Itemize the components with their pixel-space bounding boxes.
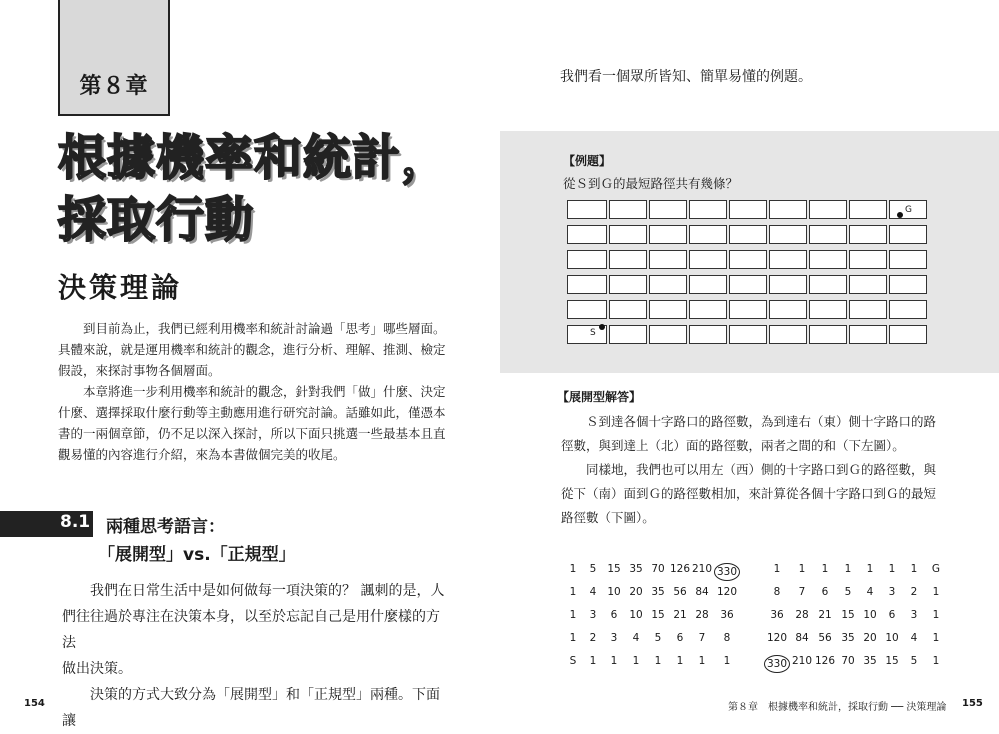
body-line: 做出決策。	[62, 661, 132, 677]
table-cell: 1	[569, 632, 577, 644]
grid-block	[649, 225, 687, 244]
solution-line: Ｓ到達各個十字路口的路徑數，為到達右（東）側十字路口的路	[561, 414, 937, 429]
path-count-table-left	[563, 563, 741, 678]
table-cell: 28	[695, 609, 709, 621]
intro-line: 本章將進一步利用機率和統計的觀念，針對我們「做」什麼、決定	[58, 384, 446, 399]
table-cell: 1	[589, 655, 597, 667]
table-cell: 35	[863, 655, 877, 667]
grid-block	[809, 200, 847, 219]
subtitle: 決策理論	[58, 271, 183, 304]
circled-answer: 330	[764, 655, 790, 673]
table-cell: 1	[932, 586, 940, 598]
grid-block	[889, 275, 927, 294]
table-row	[763, 563, 947, 586]
table-cell: 10	[607, 586, 621, 598]
grid-block	[567, 225, 607, 244]
table-cell: 70	[841, 655, 855, 667]
table-row	[763, 609, 947, 632]
grid-block	[849, 300, 887, 319]
table-cell: 8	[773, 586, 781, 598]
solution-text	[561, 410, 936, 530]
solution-line: 同樣地，我們也可以用左（西）側的十字路口到Ｇ的路徑數，與	[561, 462, 937, 477]
grid-block	[689, 300, 727, 319]
table-cell: 8	[723, 632, 731, 644]
table-cell: 10	[629, 609, 643, 621]
grid-block	[769, 200, 807, 219]
grid-block	[889, 225, 927, 244]
table-cell: 1	[821, 563, 829, 575]
grid-block	[889, 250, 927, 269]
grid-block	[567, 275, 607, 294]
table-cell: 1	[773, 563, 781, 575]
grid-block	[849, 250, 887, 269]
table-row	[563, 609, 741, 632]
table-cell: 3	[610, 632, 618, 644]
goal-dot	[897, 212, 903, 218]
solution-label: 【展開型解答】	[557, 390, 642, 404]
intro-line: 觀易懂的內容進行介紹，來為本書做個完美的收尾。	[58, 447, 346, 462]
grid-row	[567, 225, 929, 244]
grid-block	[729, 250, 767, 269]
table-cell: 1	[932, 609, 940, 621]
table-cell: 1	[723, 655, 731, 667]
grid-block	[689, 275, 727, 294]
page-number-left: 154	[24, 698, 45, 709]
grid-block	[889, 325, 927, 344]
grid-block	[649, 325, 687, 344]
table-cell: 3	[589, 609, 597, 621]
table-cell: 4	[632, 632, 640, 644]
grid-block	[609, 250, 647, 269]
example-label: 【例題】	[563, 154, 612, 168]
table-cell: 5	[589, 563, 597, 575]
body-line: 決策的方式大致分為「展開型」和「正規型」兩種。下面讓	[62, 687, 440, 729]
solution-line: 徑數，與到達上（北）面的路徑數，兩者之間的和（下左圖）。	[561, 438, 905, 453]
start-label: S	[590, 328, 596, 338]
grid-block	[729, 200, 767, 219]
grid-block	[609, 325, 647, 344]
grid-block	[809, 250, 847, 269]
grid-block	[729, 225, 767, 244]
body-line: 們往往過於專注在決策本身，以至於忘記自己是用什麼樣的方法	[62, 609, 440, 651]
chapter-title-line1: 根據機率和統計，	[58, 130, 451, 186]
right-intro: 我們看一個眾所皆知、簡單易懂的例題。	[560, 69, 812, 85]
table-row	[763, 632, 947, 655]
table-cell: 20	[863, 632, 877, 644]
table-cell: 36	[770, 609, 784, 621]
table-row	[563, 586, 741, 609]
table-cell: 35	[841, 632, 855, 644]
grid-block	[609, 300, 647, 319]
page-number-right: 155	[962, 698, 983, 709]
grid-block	[849, 225, 887, 244]
grid-block	[729, 325, 767, 344]
grid-block	[809, 325, 847, 344]
section-title-line1: 兩種思考語言：	[106, 517, 225, 537]
table-cell: 2	[910, 586, 918, 598]
grid-block	[609, 200, 647, 219]
chapter-tab	[58, 0, 170, 116]
table-cell: 126	[814, 655, 836, 667]
table-cell: 6	[888, 609, 896, 621]
table-cell: 10	[863, 609, 877, 621]
table-cell: 5	[910, 655, 918, 667]
table-cell: 6	[821, 586, 829, 598]
grid-block	[849, 325, 887, 344]
table-cell: 2	[589, 632, 597, 644]
intro-line: 假設，來探討事物各個層面。	[58, 363, 221, 378]
grid-block	[649, 200, 687, 219]
grid-block	[567, 250, 607, 269]
table-cell: 4	[866, 586, 874, 598]
table-row	[763, 655, 947, 678]
table-cell: 120	[766, 632, 788, 644]
intro-line: 書的一兩個章節，仍不足以深入探討，所以下面只挑選一些最基本且直	[58, 426, 446, 441]
grid-block	[689, 225, 727, 244]
grid-block	[769, 250, 807, 269]
table-cell: 56	[673, 586, 687, 598]
table-cell: 56	[818, 632, 832, 644]
table-cell: 1	[866, 563, 874, 575]
grid-block	[567, 300, 607, 319]
grid-block	[809, 300, 847, 319]
table-cell: 120	[716, 586, 738, 598]
table-cell: 4	[589, 586, 597, 598]
table-cell: 36	[720, 609, 734, 621]
table-cell: 1	[798, 563, 806, 575]
table-row	[563, 563, 741, 586]
grid-row	[567, 300, 929, 319]
table-cell: 15	[607, 563, 621, 575]
solution-line: 從下（南）面到Ｇ的路徑數相加，來計算從各個十字路口到Ｇ的最短	[561, 486, 937, 501]
table-cell: 84	[795, 632, 809, 644]
page-footer: 第８章 根據機率和統計，採取行動 ── 決策理論	[728, 702, 947, 713]
grid-block	[809, 275, 847, 294]
table-cell: 21	[818, 609, 832, 621]
grid-row	[567, 275, 929, 294]
grid-row	[567, 200, 929, 219]
grid-block	[729, 300, 767, 319]
table-cell: 7	[698, 632, 706, 644]
grid-block	[849, 275, 887, 294]
table-cell: 1	[569, 609, 577, 621]
grid-block	[649, 250, 687, 269]
section-title-line2: 「展開型」vs.「正規型」	[98, 545, 296, 565]
table-cell: 70	[651, 563, 665, 575]
table-cell: 5	[654, 632, 662, 644]
table-cell: 35	[629, 563, 643, 575]
table-row	[563, 655, 741, 678]
grid-block	[769, 275, 807, 294]
grid-block	[809, 225, 847, 244]
table-cell: 15	[841, 609, 855, 621]
grid-block	[769, 300, 807, 319]
grid-block	[729, 275, 767, 294]
grid-block	[649, 300, 687, 319]
table-cell: 15	[885, 655, 899, 667]
solution-line: 路徑數（下圖）。	[561, 510, 655, 525]
table-cell: 126	[669, 563, 691, 575]
table-cell: G	[931, 563, 941, 575]
grid-row	[567, 250, 929, 269]
table-cell: 6	[676, 632, 684, 644]
table-cell: 1	[610, 655, 618, 667]
table-row	[763, 586, 947, 609]
table-cell: 21	[673, 609, 687, 621]
example-question: 從Ｓ到Ｇ的最短路徑共有幾條？	[563, 176, 739, 191]
body-line: 我們在日常生活中是如何做每一項決策的？ 諷刺的是，人	[62, 583, 445, 599]
grid-block	[649, 275, 687, 294]
table-cell: S	[569, 655, 577, 667]
table-cell: 210	[791, 655, 813, 667]
table-cell: 15	[651, 609, 665, 621]
table-cell: 1	[844, 563, 852, 575]
table-cell: 1	[698, 655, 706, 667]
table-cell: 3	[888, 586, 896, 598]
grid-block	[609, 275, 647, 294]
table-cell: 1	[569, 563, 577, 575]
table-cell: 10	[885, 632, 899, 644]
grid-block	[769, 325, 807, 344]
table-cell: 4	[910, 632, 918, 644]
grid-row	[567, 325, 929, 344]
table-cell: 1	[676, 655, 684, 667]
circled-answer: 330	[714, 563, 740, 581]
table-cell: 1	[932, 632, 940, 644]
table-cell: 1	[910, 563, 918, 575]
intro-line: 什麼、選擇採取什麼行動等主動應用進行研究討論。話雖如此，僅憑本	[58, 405, 446, 420]
table-cell: 1	[632, 655, 640, 667]
table-cell	[763, 655, 791, 678]
body-text	[62, 578, 452, 734]
table-cell: 28	[795, 609, 809, 621]
table-row	[563, 632, 741, 655]
intro-line: 具體來說，就是運用機率和統計的觀念，進行分析、理解、推測、檢定	[58, 342, 446, 357]
table-cell: 7	[798, 586, 806, 598]
table-cell: 210	[691, 563, 713, 575]
grid-block	[609, 225, 647, 244]
grid-block	[689, 200, 727, 219]
table-cell: 6	[610, 609, 618, 621]
table-cell: 1	[569, 586, 577, 598]
table-cell: 35	[651, 586, 665, 598]
path-count-table-right	[763, 563, 947, 678]
table-cell: 84	[695, 586, 709, 598]
table-cell: 1	[888, 563, 896, 575]
table-cell	[713, 563, 741, 586]
goal-label: G	[905, 205, 912, 215]
section-number: 8.1	[60, 512, 91, 532]
start-dot	[599, 324, 605, 330]
grid-block	[769, 225, 807, 244]
table-cell: 3	[910, 609, 918, 621]
chapter-label: 第８章	[79, 74, 149, 99]
chapter-title-line2: 採取行動	[58, 192, 255, 248]
grid-block	[689, 325, 727, 344]
grid-block	[889, 300, 927, 319]
table-cell: 20	[629, 586, 643, 598]
intro-line: 到目前為止，我們已經利用機率和統計討論過「思考」哪些層面。	[58, 321, 446, 336]
intro-text	[58, 318, 448, 465]
grid-block	[689, 250, 727, 269]
table-cell: 5	[844, 586, 852, 598]
grid-block	[849, 200, 887, 219]
grid-block	[567, 200, 607, 219]
table-cell: 1	[654, 655, 662, 667]
table-cell: 1	[932, 655, 940, 667]
